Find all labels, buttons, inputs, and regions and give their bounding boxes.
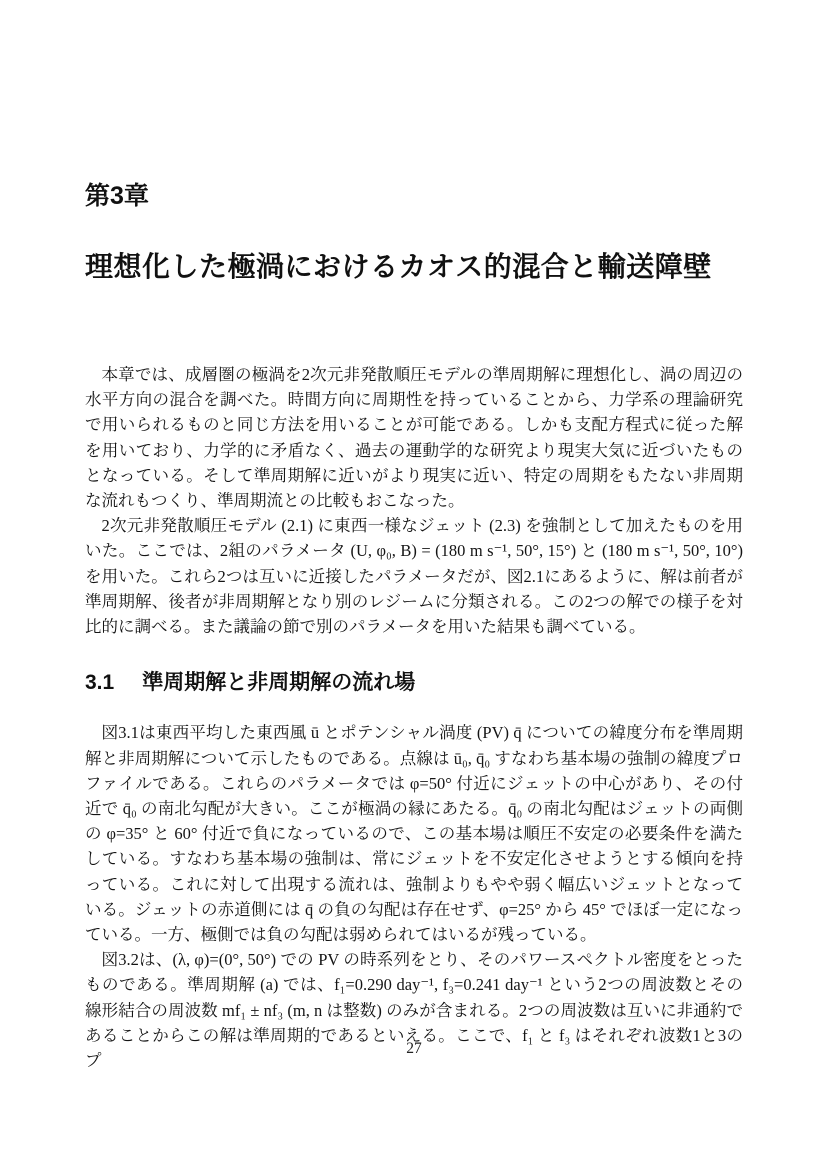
section-paragraph-1: 図3.1は東西平均した東西風 ū とポテンシャル渦度 (PV) q̄ についての緯度分布を準周期解と非周期解について示したものである。点線は ū₀, q̄₀ すなわち基本場の強制の緯度プロファイルである。これらのパラメータでは φ=50° 付近にジェットの中心があり、その付近で q̄₀ の南北勾配が大きい。ここが極渦の縁にあたる。q̄₀ の南北勾配はジェットの両側の φ=35° と 60° 付近で負になっているので、この基本場は順圧不安定の必要条件を満たしている。すなわち基本場の強制は、常にジェットを不安定化させようとする傾向を持っている。これに対して出現する流れは、強制よりもやや弱く幅広いジェットとなっている。ジェットの赤道側には q̄ の負の勾配は存在せず、φ=25° から 45° でほぼ一定になっている。一方、極側では負の勾配は弱められてはいるが残っている。 [85, 723, 743, 945]
section-paragraph-2: 図3.2は、(λ, φ)=(0°, 50°) での PV の時系列をとり、そのパワースペクトル密度をとったものである。準周期解 (a) では、f₁=0.290 day⁻¹, f₃=0.241 day⁻¹ という2つの周波数とその線形結合の周波数 mf₁ ± nf₃ (m, n は整数) のみが含まれる。2つの周波数は互いに非通約であることからこの解は準周期的であるといえる。ここで、f₁ と f₃ はそれぞれ波数1と3のプ [85, 950, 743, 1071]
chapter-title: 理想化した極渦におけるカオス的混合と輸送障壁 [85, 251, 712, 282]
body-text [85, 362, 743, 1073]
page-number: 27 [406, 1040, 422, 1057]
section-heading [85, 670, 743, 695]
section-title: 準周期解と非周期解の流れ場 [142, 671, 416, 695]
intro-paragraph-2: 2次元非発散順圧モデル (2.1) に東西一様なジェット (2.3) を強制として加えたものを用いた。ここでは、2組のパラメータ (U, φ₀, B) = (180 m s⁻¹, 50°, 15°) と (180 m s⁻¹, 50°, 10°) を用いた。これら2つは互いに近接したパラメータだが、図2.1にあるように、解は前者が準周期解、後者が非周期解となり別のレジームに分類される。この2つの解での様子を対比的に調べる。また議論の節で別のパラメータを用いた結果も調べている。 [85, 516, 743, 637]
intro-paragraph-1: 本章では、成層圏の極渦を2次元非発散順圧モデルの準周期解に理想化し、渦の周辺の水平方向の混合を調べた。時間方向に周期性を持っていることから、力学系の理論研究で用いられるものと同じ方法を用いることが可能である。しかも支配方程式に従った解を用いており、力学的に矛盾なく、過去の運動学的な研究より現実大気に近づいたものとなっている。そして準周期解に近いがより現実に近い、特定の周期をもたない非周期な流れもつくり、準周期流との比較もおこなった。 [85, 365, 744, 511]
chapter-number: 第3章 [85, 182, 149, 210]
section-number: 3.1 [85, 671, 115, 695]
